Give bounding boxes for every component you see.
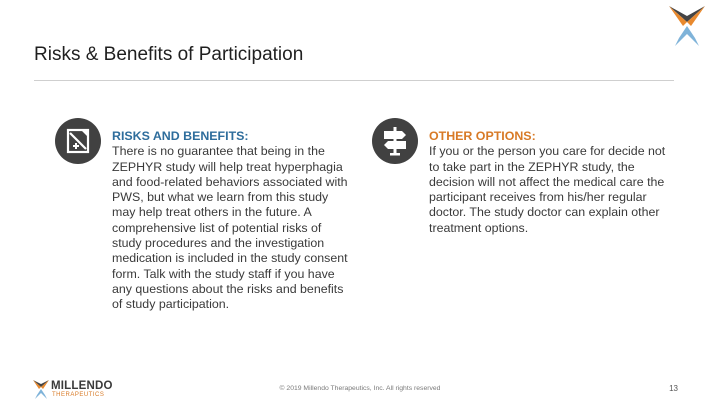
copyright-text: © 2019 Millendo Therapeutics, Inc. All rights reserved (279, 385, 441, 392)
brand-name: MILLENDO (51, 380, 113, 392)
title-divider (34, 80, 674, 81)
slide-title: Risks & Benefits of Participation (34, 44, 304, 65)
other-options-text: If you or the person you care for decide not to take part in the ZEPHYR study, the decision will not affect the medical care the participant receives from his/her regular doctor. The study doctor can explain other treatment options. (429, 144, 666, 235)
page-number: 13 (669, 384, 678, 393)
brand-subtitle: THERAPEUTICS (52, 392, 105, 398)
risks-benefits-text: There is no guarantee that being in the ZEPHYR study will help treat hyperphagia and food-related behaviors associated with PWS, but what we learn from this study may help treat others in the future. A comprehensive list of potential risks of study procedures and the investigation medication is included in the study consent form. Talk with the study staff if you have any questions about the risks and benefits of study participation. (112, 144, 348, 312)
signpost-icon (372, 118, 418, 164)
corner-logo-icon (666, 4, 708, 48)
other-options-section (429, 129, 674, 236)
risks-benefits-section (112, 129, 352, 313)
other-options-heading: OTHER OPTIONS: (429, 129, 536, 143)
risks-benefits-heading: RISKS AND BENEFITS: (112, 129, 249, 143)
document-list-icon (55, 118, 101, 164)
